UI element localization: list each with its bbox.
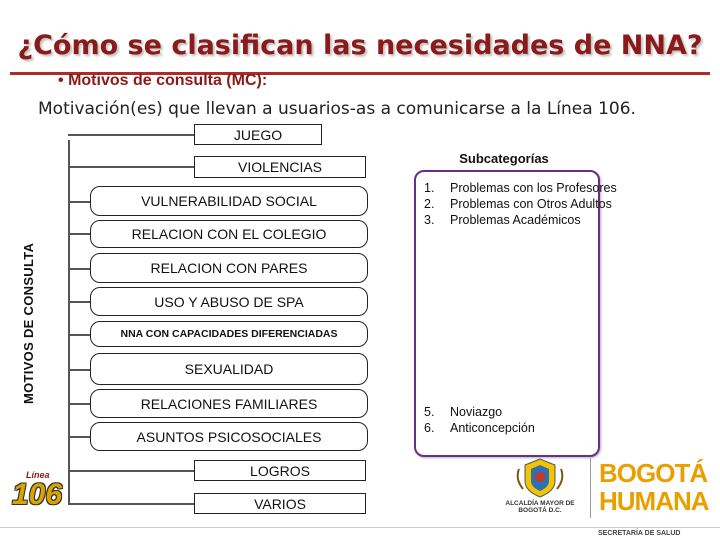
subcategories-title: Subcategorías [459, 151, 549, 166]
bullet-heading [58, 72, 267, 90]
connector [68, 470, 194, 472]
list-item: 1. Problemas con los Profesores [424, 181, 617, 195]
connector [68, 166, 194, 168]
list-item: 3. Problemas Académicos [424, 213, 581, 227]
category-juego[interactable]: JUEGO [194, 124, 322, 145]
bullet-icon: • [58, 72, 64, 89]
category-relacion-pares[interactable]: RELACION CON PARES [90, 253, 368, 283]
category-asuntos-psicosociales[interactable]: ASUNTOS PSICOSOCIALES [90, 422, 368, 451]
connector [68, 369, 90, 371]
category-vulnerabilidad-social[interactable]: VULNERABILIDAD SOCIAL [90, 186, 368, 216]
bullet-text: Motivos de consulta (MC): [68, 72, 268, 89]
connector [68, 503, 194, 505]
linea-106-logo: Línea 106 [12, 470, 63, 511]
category-logros[interactable]: LOGROS [194, 460, 366, 481]
vertical-axis-label: MOTIVOS DE CONSULTA [21, 242, 36, 404]
connector [68, 201, 90, 203]
bracket-line [68, 140, 70, 504]
connector [68, 436, 90, 438]
alcaldia-logo: ALCALDÍA MAYOR DE BOGOTÁ D.C. [505, 455, 575, 521]
connector [68, 301, 90, 303]
coat-of-arms-icon [505, 455, 575, 499]
category-relaciones-familiares[interactable]: RELACIONES FAMILIARES [90, 389, 368, 418]
list-item: 2. Problemas con Otros Adultos [424, 197, 612, 211]
list-item: 5. Noviazgo [424, 405, 503, 419]
category-relacion-colegio[interactable]: RELACION CON EL COLEGIO [90, 220, 368, 248]
bogota-humana-logo: BOGOTÁ HUMANA [590, 458, 719, 518]
connector [68, 403, 90, 405]
footer-divider [0, 527, 720, 528]
connector [68, 268, 90, 270]
subcategories-panel [414, 170, 617, 457]
subcategories-list [424, 180, 617, 436]
category-uso-abuso-spa[interactable]: USO Y ABUSO DE SPA [90, 287, 368, 316]
subtitle: Motivación(es) que llevan a usuarios-as a comunicarse a la Línea 106. [38, 99, 636, 119]
category-sexualidad[interactable]: SEXUALIDAD [90, 353, 368, 385]
category-varios[interactable]: VARIOS [194, 493, 366, 514]
page-title: ¿Cómo se clasifican las necesidades de NNA? [17, 30, 703, 61]
category-violencias[interactable]: VIOLENCIAS [194, 156, 366, 178]
secretaria-label: SECRETARÍA DE SALUD [598, 530, 681, 537]
connector [68, 134, 194, 136]
connector [68, 233, 90, 235]
category-nna-capacidades[interactable]: NNA CON CAPACIDADES DIFERENCIADAS [90, 321, 368, 347]
list-item: 6. Anticoncepción [424, 421, 535, 435]
connector [68, 334, 90, 336]
